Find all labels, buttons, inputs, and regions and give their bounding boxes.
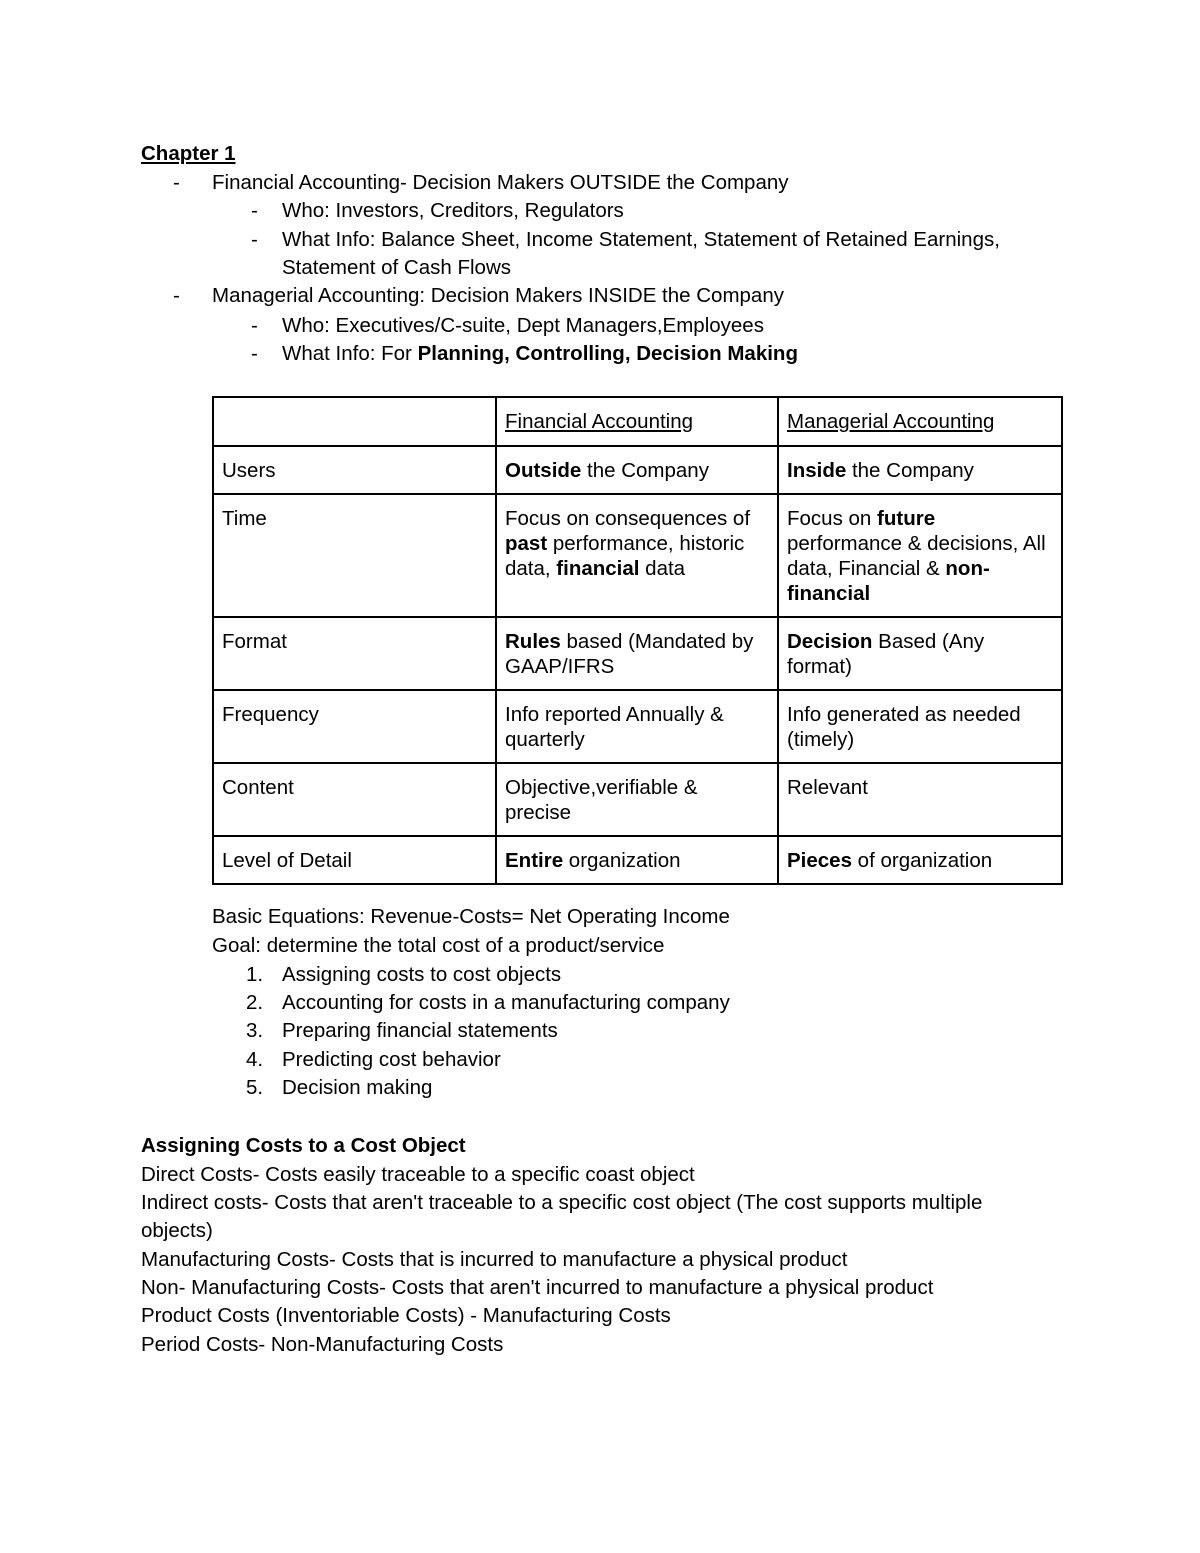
- cell-format-managerial: Decision Based (Any format): [778, 617, 1062, 690]
- definition-indirect-costs-line2: objects): [141, 1219, 213, 1242]
- bullet-fin-who: Who: Investors, Creditors, Regulators: [282, 199, 624, 222]
- row-label-frequency: Frequency: [213, 690, 496, 763]
- row-label-content: Content: [213, 763, 496, 836]
- bullet-dash: -: [173, 171, 180, 194]
- chapter-title: Chapter 1: [141, 142, 236, 165]
- row-label-time: Time: [213, 494, 496, 617]
- goal-statement: Goal: determine the total cost of a product/service: [212, 934, 665, 957]
- definition-product-costs: Product Costs (Inventoriable Costs) - Manufacturing Costs: [141, 1304, 671, 1327]
- bullet-managerial-accounting: Managerial Accounting: Decision Makers INSIDE the Company: [212, 284, 784, 307]
- cell-detail-financial: Entire organization: [496, 836, 778, 884]
- basic-equation: Basic Equations: Revenue-Costs= Net Operating Income: [212, 905, 730, 928]
- table-header-financial: Financial Accounting: [496, 397, 778, 446]
- section-heading-assigning-costs: Assigning Costs to a Cost Object: [141, 1134, 466, 1157]
- table-row: [213, 617, 1062, 690]
- bullet-fin-what-line1: What Info: Balance Sheet, Income Statement, Statement of Retained Earnings,: [282, 228, 1000, 251]
- row-label-users: Users: [213, 446, 496, 494]
- table-header-cell-empty: [213, 397, 496, 446]
- cell-frequency-managerial: Info generated as needed (timely): [778, 690, 1062, 763]
- bullet-dash: -: [173, 284, 180, 307]
- list-item: 3. Preparing financial statements: [246, 1019, 558, 1043]
- bullet-dash: -: [251, 342, 258, 365]
- cell-users-financial: Outside the Company: [496, 446, 778, 494]
- list-item: 4. Predicting cost behavior: [246, 1047, 501, 1071]
- cell-time-financial: Focus on consequences of past performance, historic data, financial data: [496, 494, 778, 617]
- table-row: [213, 763, 1062, 836]
- cell-content-managerial: Relevant: [778, 763, 1062, 836]
- definition-indirect-costs-line1: Indirect costs- Costs that aren't traceable to a specific cost object (The cost supports multiple: [141, 1191, 983, 1214]
- definition-non-manufacturing-costs: Non- Manufacturing Costs- Costs that aren't incurred to manufacture a physical product: [141, 1276, 934, 1299]
- definition-manufacturing-costs: Manufacturing Costs- Costs that is incurred to manufacture a physical product: [141, 1248, 848, 1271]
- bullet-dash: -: [251, 199, 258, 222]
- cell-detail-managerial: Pieces of organization: [778, 836, 1062, 884]
- bullet-financial-accounting: Financial Accounting- Decision Makers OUTSIDE the Company: [212, 171, 789, 194]
- cell-time-managerial: Focus on future performance & decisions, All data, Financial & non-financial: [778, 494, 1062, 617]
- cell-format-financial: Rules based (Mandated by GAAP/IFRS: [496, 617, 778, 690]
- table-header-row: [213, 397, 1062, 446]
- bullet-man-who: Who: Executives/C-suite, Dept Managers,Employees: [282, 314, 764, 337]
- list-item: 1. Assigning costs to cost objects: [246, 963, 562, 986]
- definition-period-costs: Period Costs- Non-Manufacturing Costs: [141, 1333, 504, 1356]
- bullet-man-what: [282, 340, 798, 368]
- bullet-man-what-bold: Planning, Controlling, Decision Making: [417, 342, 798, 365]
- definition-direct-costs: Direct Costs- Costs easily traceable to a specific coast object: [141, 1163, 695, 1186]
- table-row: [213, 446, 1062, 494]
- list-item: 2. Accounting for costs in a manufacturing company: [246, 991, 730, 1015]
- table-row: [213, 494, 1062, 617]
- cell-frequency-financial: Info reported Annually & quarterly: [496, 690, 778, 763]
- bullet-dash: -: [251, 314, 258, 337]
- cell-content-financial: Objective,verifiable & precise: [496, 763, 778, 836]
- bullet-fin-what-line2: Statement of Cash Flows: [282, 256, 512, 279]
- bullet-man-what-prefix: What Info: For: [282, 342, 418, 365]
- row-label-detail: Level of Detail: [213, 836, 496, 884]
- row-label-format: Format: [213, 617, 496, 690]
- table-header-managerial: Managerial Accounting: [778, 397, 1062, 446]
- cell-users-managerial: Inside the Company: [778, 446, 1062, 494]
- list-item: 5. Decision making: [246, 1075, 433, 1099]
- steps-list: [212, 961, 730, 1102]
- table-row: [213, 690, 1062, 763]
- comparison-table: [212, 396, 1063, 885]
- bullet-dash: -: [251, 228, 258, 251]
- table-row: [213, 836, 1062, 884]
